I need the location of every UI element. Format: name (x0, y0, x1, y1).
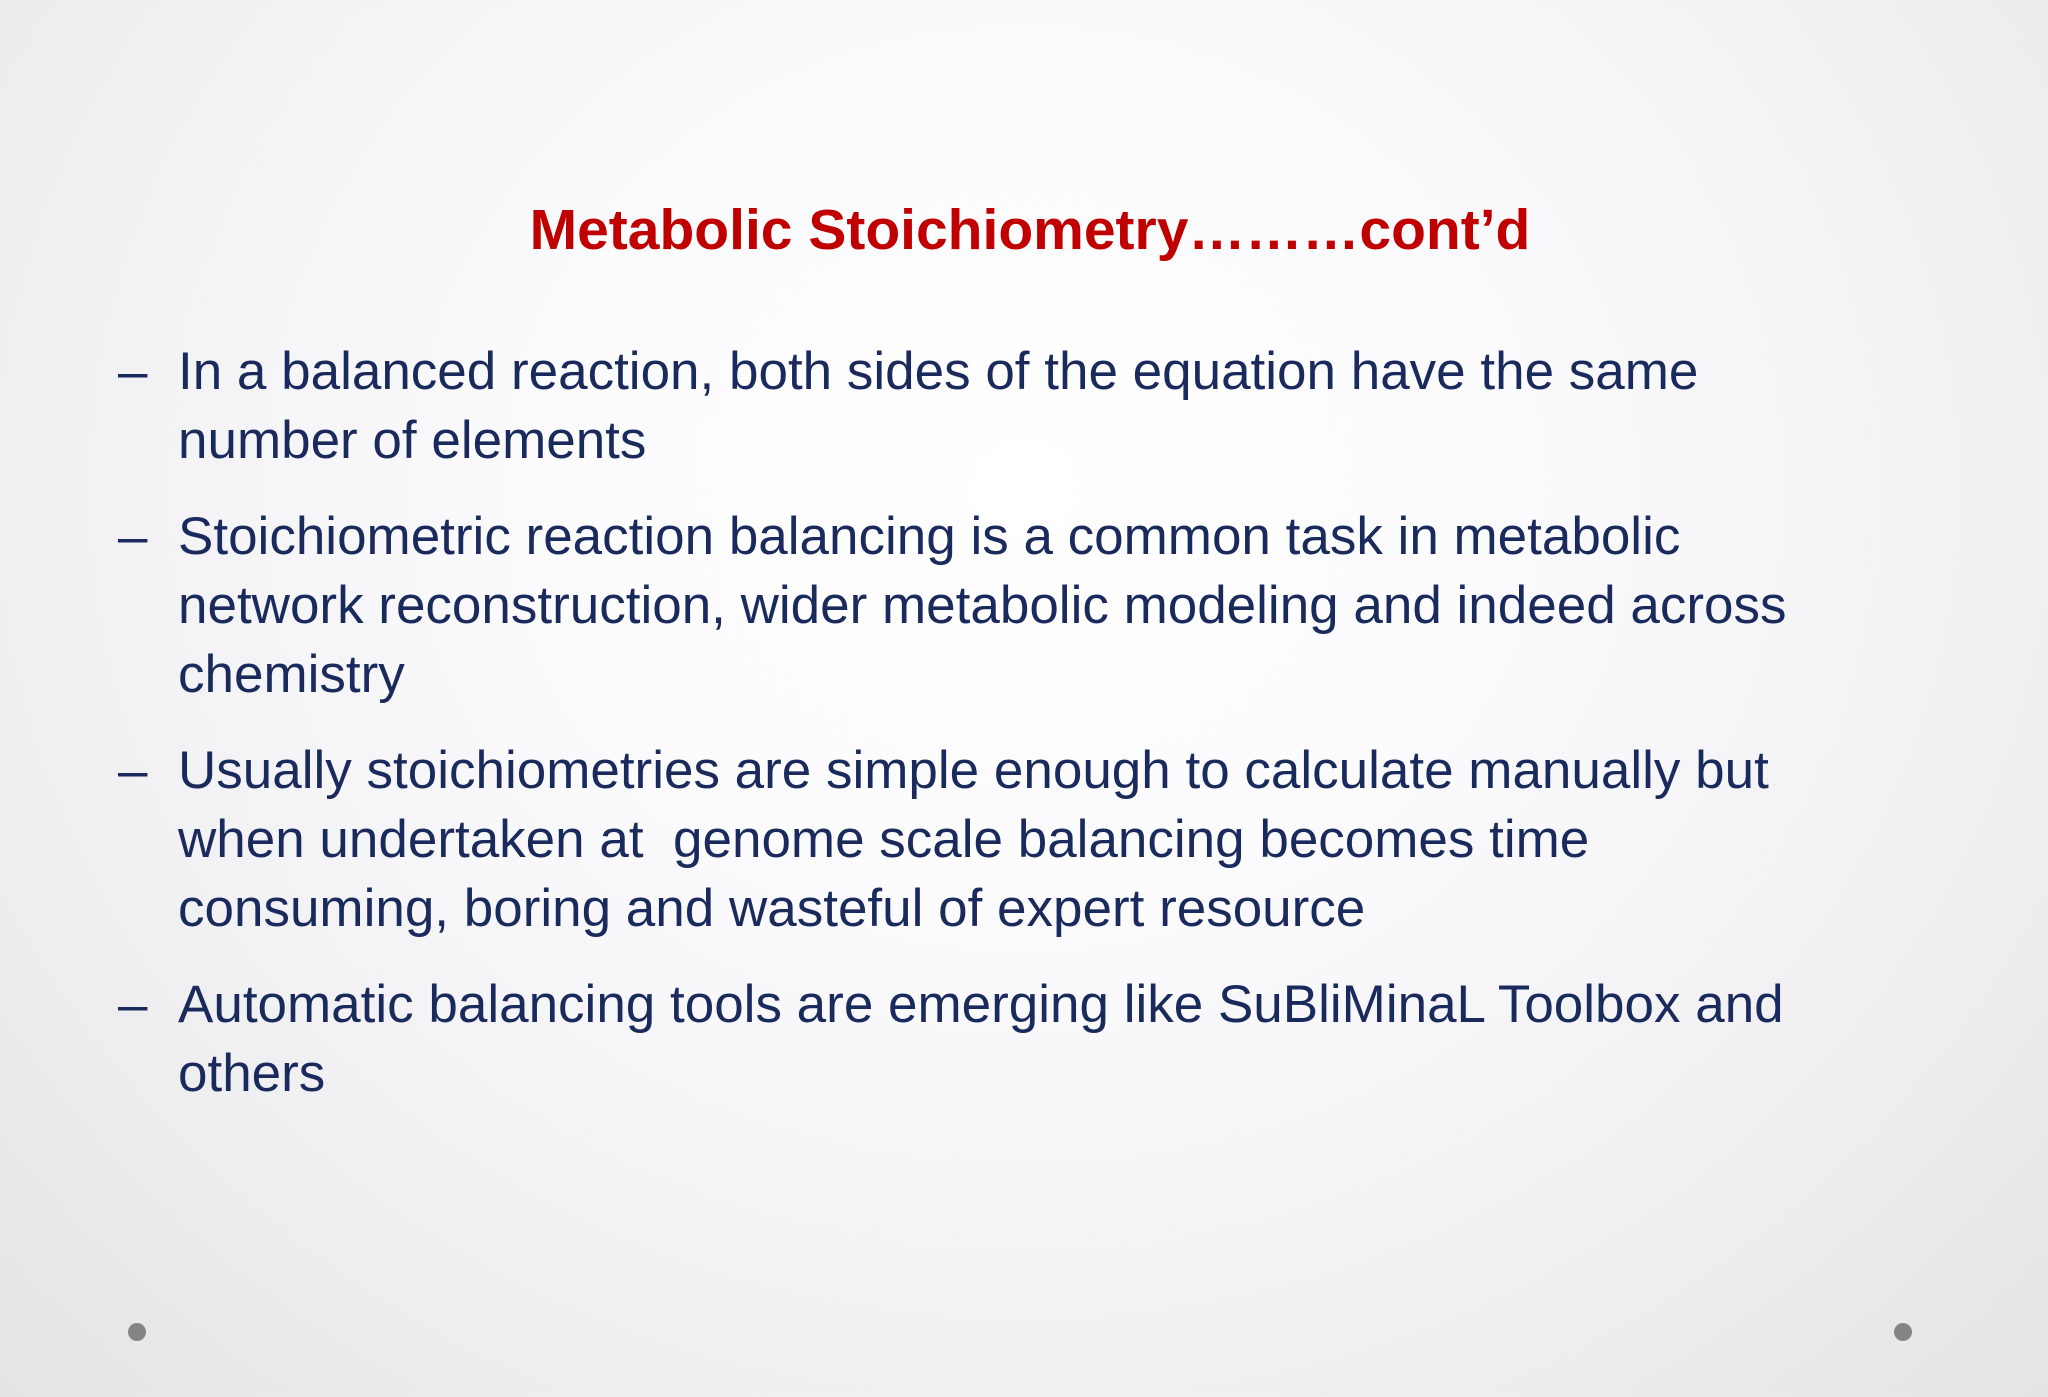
bullet-item-2 (118, 502, 1998, 709)
bullet-list (118, 337, 1998, 1135)
bullet-line: consuming, boring and wasteful of expert resource (178, 879, 1366, 938)
slide-title: Metabolic Stoichiometry………cont’d (529, 198, 1531, 263)
bullet-item-1 (118, 337, 1998, 475)
bullet-line: when undertaken at genome scale balancing becomes time (178, 810, 1590, 869)
bullet-line: In a balanced reaction, both sides of the equation have the same (178, 342, 1699, 401)
bullet-dash: – (118, 975, 148, 1034)
bullet-item-3 (118, 736, 1998, 943)
bullet-line: number of elements (178, 411, 647, 470)
bullet-item-4 (118, 970, 1998, 1108)
bullet-line: network reconstruction, wider metabolic modeling and indeed across (178, 576, 1787, 635)
decorative-dot-right (1894, 1323, 1912, 1341)
bullet-dash: – (118, 741, 148, 800)
decorative-dot-left (128, 1323, 146, 1341)
bullet-dash: – (118, 342, 148, 401)
bullet-line: Stoichiometric reaction balancing is a common task in metabolic (178, 507, 1681, 566)
bullet-line: Usually stoichiometries are simple enough to calculate manually but (178, 741, 1769, 800)
bullet-dash: – (118, 507, 148, 566)
bullet-line: chemistry (178, 645, 405, 704)
bullet-line: Automatic balancing tools are emerging like SuBliMinaL Toolbox and (178, 975, 1784, 1034)
bullet-line: others (178, 1044, 326, 1103)
